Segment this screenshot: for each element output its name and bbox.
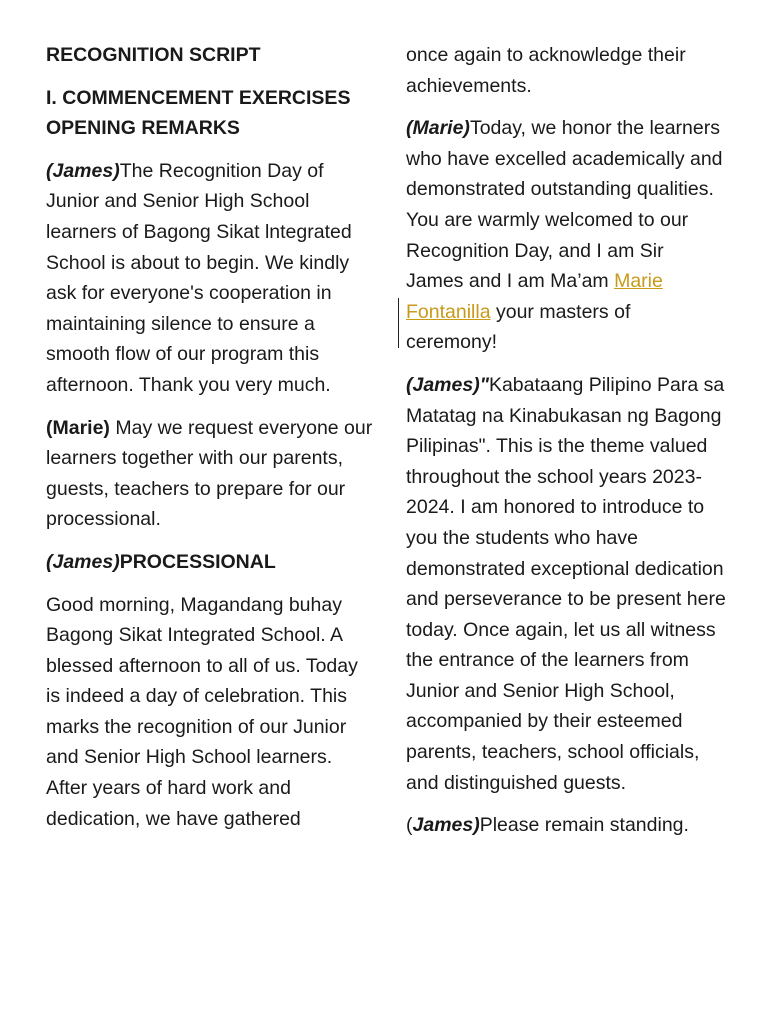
paragraph-text: Kabataang Pilipino Para sa Matatag na Kinabukasan ng Bagong Pilipinas". This is the theme valued throughout the school years 2023-2024. I am honored to introduce to you the students who have demonstrated exceptional dedication and perseverance to be present here today. Once again, let us all witness the entrance of the learners from Junior and Senior High School, accompanied by their esteemed parents, teachers, school officials, and distinguished guests. (406, 373, 726, 794)
paragraph-james-theme (406, 370, 726, 798)
paragraph-text: Please remain standing. (479, 814, 689, 837)
paragraph-greeting: Good morning, Magandang buhay Bagong Sikat Integrated School. A blessed afternoon to all of us. Today is indeed a day of celebration. This marks the recognition of our Junior and Senior High School learners. After years of hard work and dedication, we have gathered (46, 593, 358, 830)
paragraph-james-opening (46, 156, 376, 401)
processional-label: PROCESSIONAL (119, 550, 276, 573)
open-paren: ( (406, 814, 413, 837)
paragraph-marie-request (46, 413, 376, 535)
script-title: RECOGNITION SCRIPT (46, 44, 261, 66)
paragraph-processional (46, 547, 376, 578)
speaker-label: James) (412, 814, 480, 837)
right-column (406, 40, 726, 853)
speaker-label: (Marie) (46, 416, 110, 439)
paragraph-text: Today, we honor the learners who have excelled academically and demonstrated outstanding qualities. You are warmly welcomed to our Recognition Day, and I am Sir James and I am Ma’am (406, 117, 723, 293)
text-cursor (398, 298, 399, 348)
section-heading: I. COMMENCEMENT EXERCISES OPENING REMARKS (46, 86, 351, 140)
paragraph-text: May we request everyone our learners together with our parents, guests, teachers to prepare for our processional. (46, 416, 373, 531)
paragraph-marie-welcome (406, 113, 726, 358)
speaker-label: (Marie) (406, 117, 470, 140)
speaker-label: (James) (46, 159, 120, 182)
left-column (46, 40, 376, 846)
paragraph-text: The Recognition Day of Junior and Senior High School learners of Bagong Sikat lntegrated School is about to begin. We kindly ask for everyone's cooperation in maintaining silence to ensure a smooth flow of our program this afternoon. Thank you very much. (46, 159, 352, 396)
name-link[interactable]: Marie Fontanilla (406, 270, 663, 323)
paragraph-text: your masters of ceremony! (406, 300, 631, 354)
paragraph-remain-standing (406, 810, 726, 841)
speaker-label: (James)" (406, 373, 489, 396)
paragraph-continuation: once again to acknowledge their achievements. (406, 44, 686, 97)
speaker-label: (James) (46, 550, 120, 573)
